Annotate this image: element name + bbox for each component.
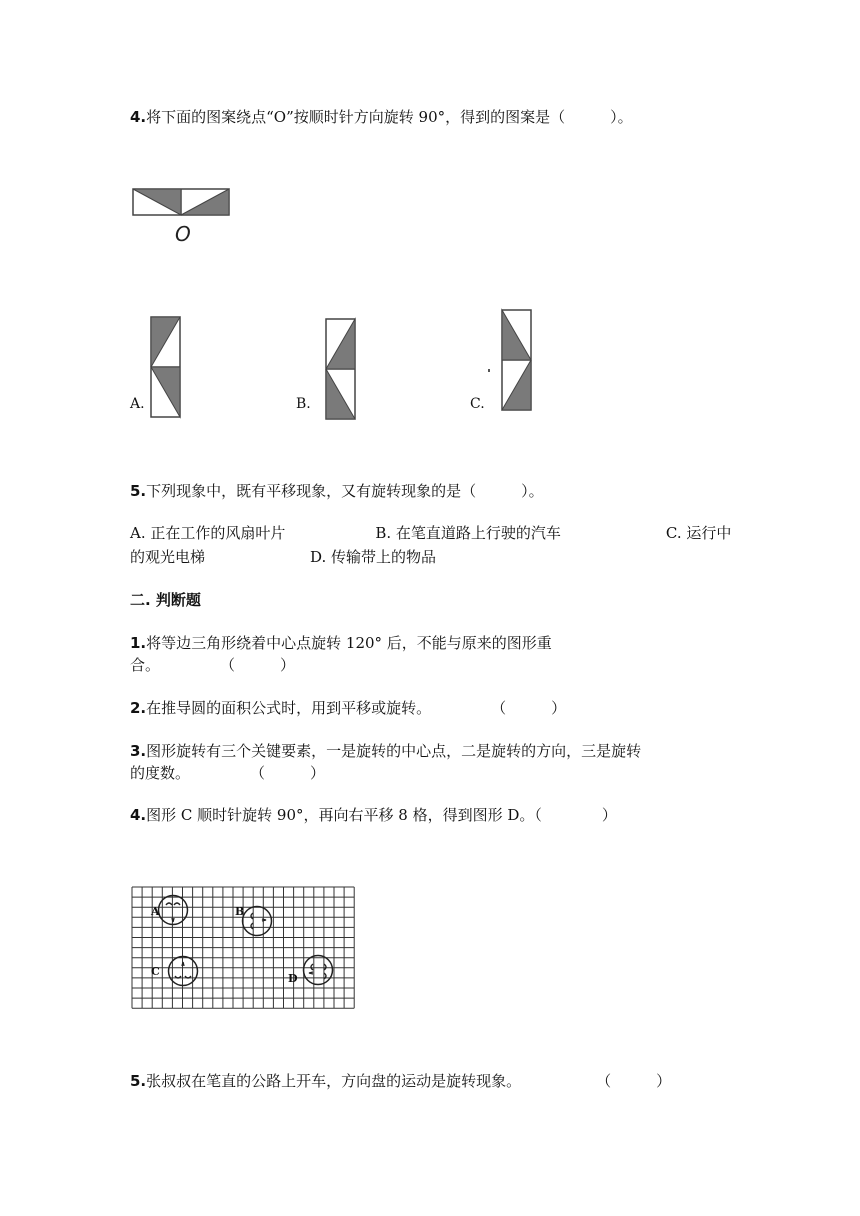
figure-b-label: B <box>235 905 245 918</box>
q5-options-line2: 的观光电梯 D. 传输带上的物品 <box>130 548 437 566</box>
j4-number: 4. <box>130 806 147 824</box>
j5-text: 张叔叔在笔直的公路上开车，方向盘的运动是旋转现象。 （ ） <box>146 1072 672 1090</box>
q4-option-a-label: A. <box>130 396 145 412</box>
q5-options-line1: A. 正在工作的风扇叶片 B. 在笔直道路上行驶的汽车 C. 运行中 <box>130 524 732 542</box>
j1-number: 1. <box>130 634 147 652</box>
q4-point-o-label: O <box>175 222 191 246</box>
j2-text: 在推导圆的面积公式时，用到平移或旋转。 （ ） <box>146 699 567 717</box>
figure-d-label: D <box>288 972 298 985</box>
q5-text: 下列现象中，既有平移现象，又有旋转现象的是（ ）。 <box>146 482 544 500</box>
q5-number: 5. <box>130 482 147 500</box>
q4-option-b-label: B. <box>296 396 311 412</box>
section-title-judgement: 二. 判断题 <box>130 591 201 609</box>
j2-number: 2. <box>130 699 147 717</box>
j5-stem <box>130 1070 671 1092</box>
q4-original-figure <box>133 189 233 249</box>
q4-option-b-figure <box>325 318 357 422</box>
j3-text-line2: 的度数。 （ ） <box>130 764 326 782</box>
q5-stem <box>130 480 544 502</box>
j1-text-line1: 将等边三角形绕着中心点旋转 120° 后，不能与原来的图形重 <box>146 634 552 652</box>
j1-line1 <box>130 632 552 654</box>
q4-number: 4. <box>130 108 147 126</box>
j3-text-line1: 图形旋转有三个关键要素，一是旋转的中心点，二是旋转的方向，三是旋转 <box>146 742 642 760</box>
j1-text-line2: 合。 （ ） <box>130 656 296 674</box>
q4-text: 将下面的图案绕点“O”按顺时针方向旋转 90°，得到的图案是（ ）。 <box>146 108 633 126</box>
q4-option-c-figure <box>485 309 535 413</box>
figure-a-label: A <box>151 905 160 918</box>
j3-number: 3. <box>130 742 147 760</box>
j2-stem <box>130 697 566 719</box>
j4-stem <box>130 804 617 826</box>
q4-option-c-label: C. <box>470 396 485 412</box>
q4-option-a-figure <box>150 316 182 420</box>
figure-a-face <box>159 896 188 925</box>
figure-b-face <box>243 907 272 936</box>
j4-grid-figure <box>131 886 355 1008</box>
j5-number: 5. <box>130 1072 147 1090</box>
figure-c-label: C <box>151 965 160 978</box>
figure-d-face <box>304 956 333 985</box>
q4-stem <box>130 106 633 128</box>
j3-line1 <box>130 740 641 762</box>
j4-text: 图形 C 顺时针旋转 90°，再向右平移 8 格，得到图形 D。（ ） <box>146 806 617 824</box>
